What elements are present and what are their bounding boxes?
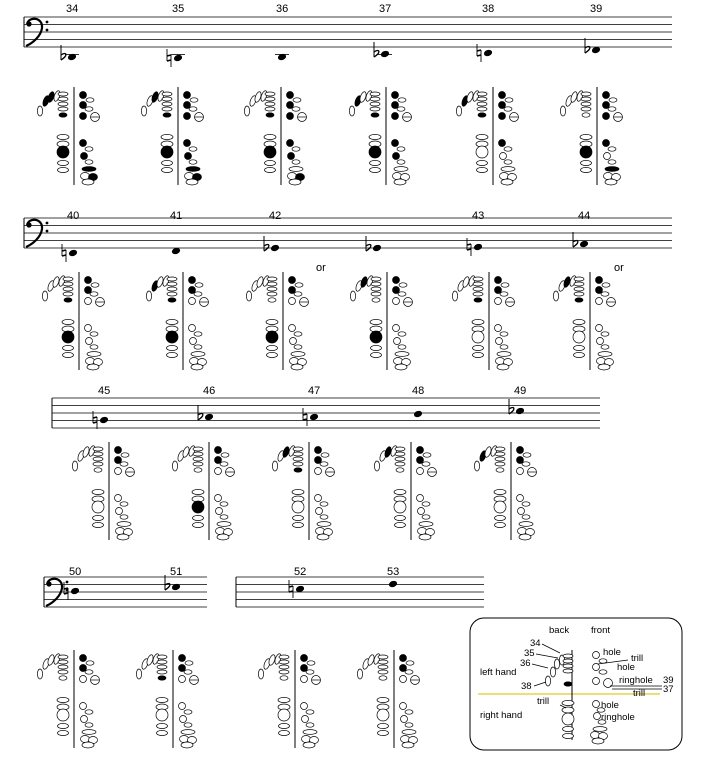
note-number: 51 <box>170 566 183 578</box>
note-number: 36 <box>276 3 289 15</box>
legend <box>470 618 682 750</box>
legend-hole-1: hole <box>603 647 621 658</box>
fingering-diagram <box>42 272 104 370</box>
legend-trill-2: trill <box>633 688 646 699</box>
legend-key-37: 37 <box>663 684 674 695</box>
note-head <box>99 416 109 425</box>
fingering-diagram <box>72 442 134 540</box>
fingering-diagram <box>456 87 518 185</box>
fingering-diagram <box>452 272 514 370</box>
fingering-diagram <box>560 87 622 185</box>
fingering-diagram <box>37 650 99 748</box>
flat-sign <box>573 232 578 247</box>
fingering-diagram <box>349 87 411 185</box>
note-number: 45 <box>98 385 111 397</box>
fingering-diagram <box>272 442 334 540</box>
legend-trill-3: trill <box>537 696 550 707</box>
note-number: 37 <box>379 3 392 15</box>
staff-row-4 <box>44 566 399 607</box>
note-number: 49 <box>514 385 527 397</box>
note-head <box>483 49 493 58</box>
fingering-diagram <box>350 272 412 370</box>
note-number: 52 <box>294 566 307 578</box>
note-head <box>515 407 525 416</box>
legend-key-36: 36 <box>520 658 531 669</box>
note-head <box>579 240 589 249</box>
note-number: 34 <box>66 3 79 15</box>
note-head <box>171 583 181 592</box>
note-head <box>173 54 183 63</box>
alternate-fingering-label: or <box>614 262 624 274</box>
note-number: 48 <box>412 385 425 397</box>
note-head <box>309 413 319 422</box>
legend-hole-2: hole <box>617 662 635 673</box>
note-number: 41 <box>170 210 183 222</box>
alternate-fingering-label: or <box>316 262 326 274</box>
natural-sign <box>62 244 66 262</box>
legend-hole-3: hole <box>601 700 619 711</box>
natural-sign <box>167 49 171 67</box>
note-number: 53 <box>387 566 400 578</box>
note-head <box>204 413 214 422</box>
fingering-diagram <box>146 272 208 370</box>
legend-trill-1: trill <box>631 653 644 664</box>
fingering-diagram <box>244 87 306 185</box>
legend-left-hand-label: left hand <box>480 667 517 678</box>
note-number: 50 <box>69 566 82 578</box>
note-number: 39 <box>590 3 603 15</box>
fingering-diagram <box>474 442 536 540</box>
natural-sign <box>289 580 293 598</box>
legend-key-39: 39 <box>663 675 674 686</box>
flat-sign <box>585 38 590 53</box>
note-number: 43 <box>472 210 485 222</box>
fingering-diagram <box>136 650 198 748</box>
note-head <box>70 587 80 596</box>
note-number: 47 <box>308 385 321 397</box>
legend-back-label: back <box>549 625 570 636</box>
note-head <box>277 53 287 62</box>
legend-front-label: front <box>591 625 611 636</box>
note-number: 35 <box>172 3 185 15</box>
staff-row-1 <box>24 3 672 67</box>
staff-row-3 <box>52 385 600 429</box>
note-head <box>372 244 382 253</box>
note-number: 42 <box>269 210 282 222</box>
note-number: 38 <box>482 3 495 15</box>
note-head <box>388 580 398 589</box>
note-head <box>473 243 483 252</box>
fingering-diagram <box>374 442 436 540</box>
fingering-diagram <box>357 650 419 748</box>
fingering-diagram <box>258 650 320 748</box>
note-head <box>270 244 280 253</box>
flat-sign <box>366 236 371 251</box>
legend-key-34: 34 <box>530 638 541 649</box>
flat-sign <box>509 399 514 414</box>
legend-key-38: 38 <box>521 681 532 692</box>
flat-sign <box>264 236 269 251</box>
legend-right-hand-label: right hand <box>480 710 523 721</box>
note-head <box>413 410 423 419</box>
legend-ringhole-1: ringhole <box>619 675 653 686</box>
legend-key-35: 35 <box>524 648 535 659</box>
fingering-diagram <box>37 87 99 185</box>
fingering-diagram <box>553 272 615 370</box>
legend-ringhole-2: ringhole <box>601 712 635 723</box>
natural-sign <box>303 408 307 426</box>
note-number: 44 <box>578 210 591 222</box>
note-number: 40 <box>67 210 80 222</box>
note-head <box>380 50 390 59</box>
fingering-diagram <box>141 87 203 185</box>
note-head <box>67 53 77 62</box>
flat-sign <box>198 405 203 420</box>
natural-sign <box>93 411 97 429</box>
fingering-diagram <box>172 442 234 540</box>
staff-row-2 <box>24 210 672 262</box>
staff-row-4b <box>236 577 484 607</box>
note-head <box>68 249 78 258</box>
fingering-diagram <box>246 272 308 370</box>
note-number: 46 <box>203 385 216 397</box>
